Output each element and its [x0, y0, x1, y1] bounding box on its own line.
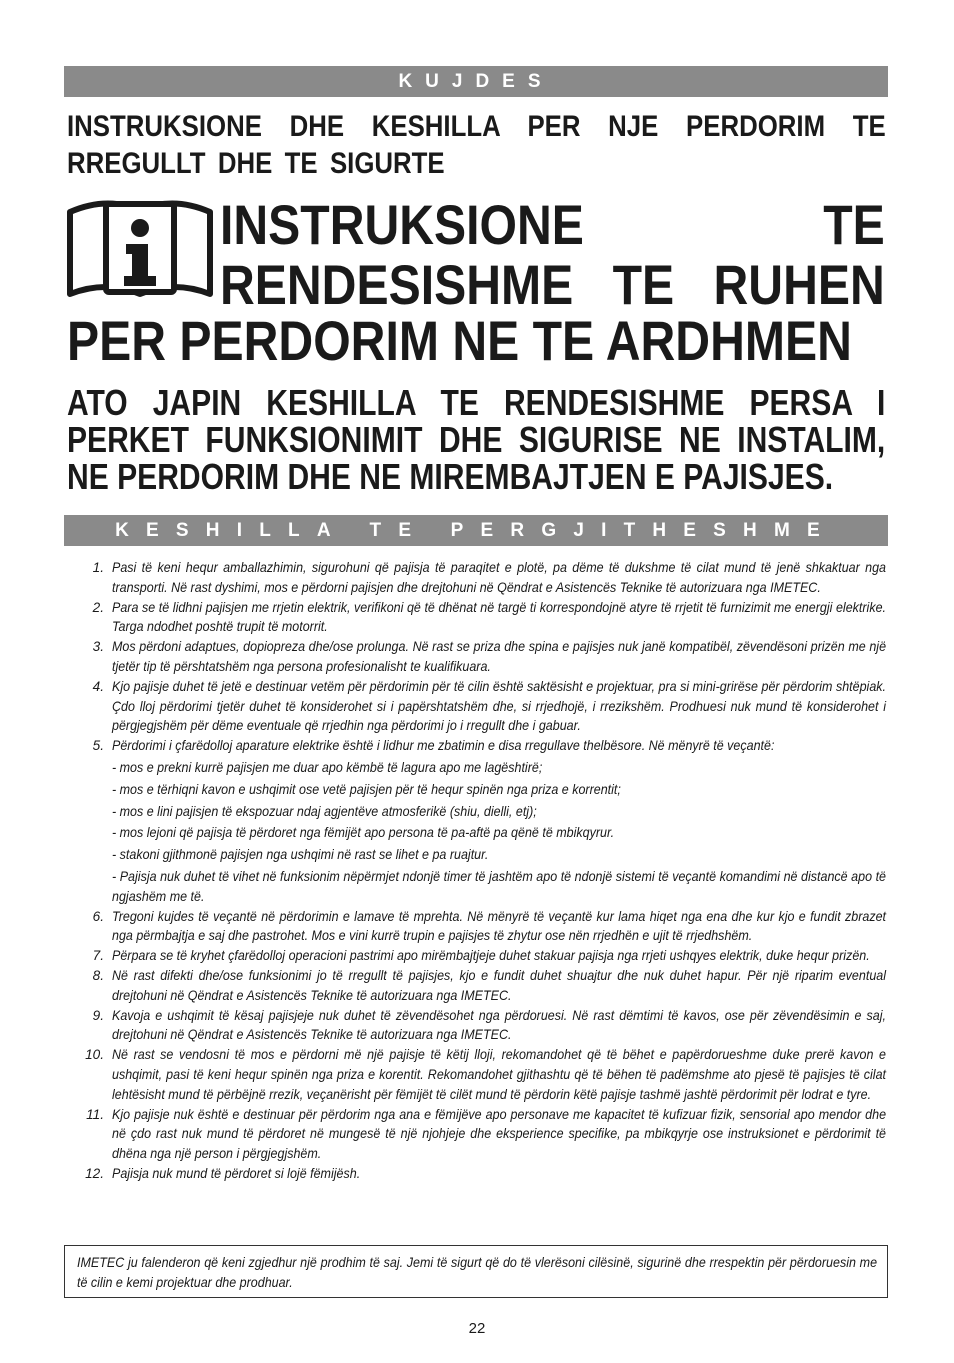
list-item-text — [112, 907, 886, 947]
list-item-main-text: Mos përdoni adaptues, dopiopreza dhe/ose prolunga. Në rast se priza dhe spina e pajisjes nuk janë kompatibël, zëvendësoni prizën me një tjetër tip të përshtatshëm nga persona profesionalisht te kualifikuara. — [112, 639, 887, 674]
sub-heading: ATO JAPIN KESHILLA TE RENDESISHME PERSA I PERKET FUNKSIONIMIT DHE SIGURISE NE INSTALIM, NE PERDORIM DHE NE MIREMBAJTJEN E PAJISJES. — [67, 382, 886, 497]
important-title-line-1: INSTRUKSIONE TE — [220, 193, 885, 256]
footer-note-text: IMETEC ju falenderon që keni zgjedhur një prodhim të saj. Jemi të sigurt që do të vlerësoni cilësinë, sigurinë dhe rrespektin për përdoruesin me të cilin e kemi projektuar dhe prodhuar. — [77, 1255, 878, 1290]
list-item-text — [112, 1045, 886, 1104]
list-item-main-text: Kjo pajisje duhet të jetë e destinuar vetëm për përdorimin për të cilin është saktësisht e projektuar, pra si mini-grirëse për përdorim shtëpiak. Çdo lloj përdorimi tjetër duhet të konsiderohet si i papërshtatshëm dhe, si rrjedhojë, i rrezikshëm. Prodhuesi nuk mund të konsiderohet i përgjegjshëm për dëme eventuale që rrjedhin nga përdorimi jo i rregullt dhe i gabuar. — [112, 678, 887, 734]
list-item-text — [112, 558, 886, 598]
list-item-number: 5. — [92, 738, 104, 754]
list-item-main-text: Pasi të keni hequr amballazhimin, sigurohuni që pajisja të paraqitet e plotë, pa dëme të dukshme të cilat mund të jenë shkaktuar nga transporti. Në rast dyshimi, mos e përdorni pajisjen dhe drejtohuni në Qëndrat e Asistencës Teknike të autorizuara nga IMETEC. — [112, 560, 887, 595]
list-sub-item: - Pajisja nuk duhet të vihet në funksionim nëpërmjet ndonjë timer të jashtëm apo të ndonjë sistemi të veçantë komandimi në distancë apo të ngjashëm me të. — [112, 868, 887, 904]
list-sub-item: - stakoni gjithmonë pajisjen nga ushqimi në rast se lihet e pa ruajtur. — [112, 847, 489, 863]
list-sub-item: - mos e lini pajisjen të ekspozuar ndaj agjentëve atmosferikë (shiu, dielli, etj); — [112, 803, 537, 819]
list-item-main-text: Në rast difekti dhe/ose funksionimi jo të rregullt të pajisjes, kjo e fundit duhet shuajtur dhe nuk duhet hapur. Për një riparim eventual drejtohuni në Qëndrat e Asistencës Teknike të autorizuara nga IMETEC. — [112, 967, 887, 1003]
page-number: 22 — [468, 1320, 486, 1337]
list-item — [66, 1105, 886, 1164]
list-item-number: 11. — [86, 1106, 104, 1122]
list-item-text — [112, 637, 886, 677]
list-sub-item: - mos e prekni kurrë pajisjen me duar apo këmbë të lagura apo me lagështirë; — [112, 759, 543, 775]
list-item — [66, 907, 886, 947]
list-item-text — [112, 946, 886, 966]
list-item-text — [112, 1164, 886, 1184]
list-item-main-text: Tregoni kujdes të veçantë në përdorimin e lamave të mprehta. Në mënyrë të veçantë kur lama hiqet nga ena dhe kur kjo e fundit zbrazet nga përmbajtja e saj dhe pastrohet. Mos e vini kurrë trupin e pajisjes të zhytur ose nën rrjedhën e ujit të rrjedhshëm. — [112, 908, 887, 944]
important-title-line-3: PER PERDORIM NE TE ARDHMEN — [67, 309, 852, 372]
list-item — [66, 736, 886, 906]
list-item-number: 4. — [92, 678, 104, 694]
list-sub-item: - mos lejoni që pajisja të përdoret nga fëmijët apo persona të pa-aftë pa qënë të mbikqyrur. — [112, 825, 615, 841]
list-item-main-text: Pajisja nuk mund të përdoret si lojë fëmijësh. — [112, 1165, 361, 1181]
list-item — [66, 1164, 886, 1184]
list-item — [66, 1006, 886, 1046]
list-item-number: 6. — [92, 908, 104, 924]
list-item-number: 12. — [85, 1165, 104, 1181]
list-item-number: 10. — [85, 1047, 104, 1063]
instruction-list — [66, 558, 886, 1184]
list-sub-item: - mos e tërhiqni kavon e ushqimit ose vetë pajisjen për të hequr spinën nga priza e korrentit; — [112, 781, 621, 797]
footer-note — [64, 1245, 888, 1298]
list-item-text — [112, 677, 886, 736]
list-item-text — [112, 966, 886, 1006]
list-item-number: 8. — [92, 967, 104, 983]
list-item-main-text: Kavoja e ushqimit të kësaj pajisjeje nuk duhet të zëvendësohet nga përdoruesi. Në rast dëmtimi të kavos, ose për zëvendësimin e saj, drejtohuni në Qëndrat e Asistencës Teknike të autorizuara nga IMETEC. — [112, 1007, 887, 1043]
header-band: KUJDES — [64, 66, 888, 97]
list-item — [66, 1045, 886, 1104]
list-item-main-text: Përpara se të kryhet çfarëdolloj operacioni pastrimi apo mirëmbajtjeje duhet stakuar pajisja nga rrjeti ushqyes elektrik, duke hequr prizën. — [112, 948, 870, 964]
list-item-number: 1. — [92, 560, 104, 575]
list-item — [66, 946, 886, 966]
section-band: KESHILLA TE PERGJITHESHME — [64, 515, 888, 546]
list-item — [66, 677, 886, 736]
list-item-number: 9. — [92, 1007, 104, 1023]
list-item-text — [112, 736, 886, 906]
list-item-main-text: Në rast se vendosni të mos e përdorni më një pajisje të këtij lloji, rekomandohet që të bëhet e papërdorueshme duke prerë kavon e ushqimit, pasi të keni hequr spinën nga priza e korentit. Rekomandohet gjithashtu që të bëhen të padëmshme ato pjesë të pajisjes të cilat lehtësisht mund të përbëjnë rrezik, veçanërisht për fëmijët të cilët mund të përdorin këtë pajisje tashmë jashtë përdorimit për lodrat e tyre. — [112, 1047, 887, 1102]
important-title-line-2: RENDESISHME TE RUHEN — [220, 253, 885, 316]
list-item-number: 3. — [92, 639, 104, 655]
info-book-icon — [66, 198, 214, 300]
list-item-text — [112, 1105, 886, 1164]
list-item-main-text: Përdorimi i çfarëdolloj aparature elektrike është i lidhur me zbatimin e disa rregullave thelbësore. Në mënyrë të veçantë: — [112, 738, 775, 754]
list-item — [66, 558, 886, 598]
list-item — [66, 966, 886, 1006]
list-item — [66, 598, 886, 638]
list-item-main-text: Para se të lidhni pajisjen me rrjetin elektrik, verifikoni që të dhënat në targë ti korrespondojnë atyre të rrjetit të furnizimit me energji elektrike. Targa ndodhet poshtë trupit të motorrit. — [112, 599, 887, 635]
list-item-number: 7. — [92, 948, 104, 964]
main-heading: INSTRUKSIONE DHE KESHILLA PER NJE PERDORIM TE RREGULLT DHE TE SIGURTE — [67, 110, 886, 180]
list-item — [66, 637, 886, 677]
list-item-text — [112, 1006, 886, 1046]
list-item-number: 2. — [92, 599, 104, 615]
list-item-main-text: Kjo pajisje nuk është e destinuar për përdorim nga ana e fëmijëve apo personave me kapacitet të kufizuar fizik, sensorial apo mendor dhe në çdo rast nuk mund të përdoret në mungesë të një njohjeje dhe eksperience specifike, pa mbikqyrje ose instruksionet e përdorimit të dhëna nga një person i përgjegjshëm. — [112, 1106, 887, 1162]
list-item-text — [112, 598, 886, 638]
